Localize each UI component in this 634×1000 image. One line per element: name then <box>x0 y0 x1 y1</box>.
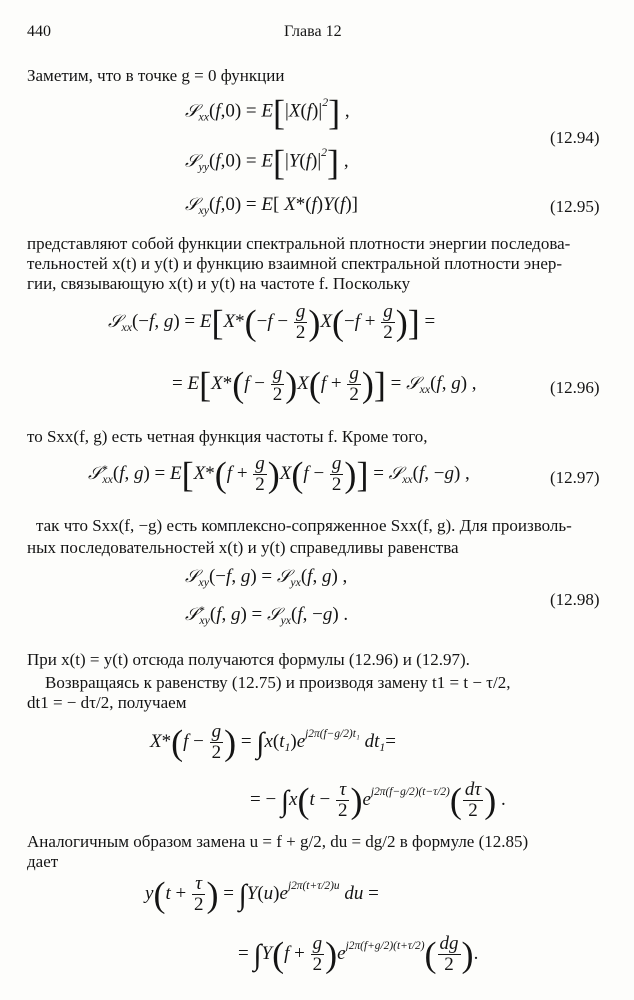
equation-sxx-zero: 𝒮$_{xx}$(f,0) = $E[|X(f)|^2]$ , <box>185 92 350 133</box>
paragraph-4-line-1: так что Sxx(f, −g) есть комплексно-сопряженное Sxx(f, g). Для произволь- <box>36 516 572 535</box>
equation-syy-zero: 𝒮$_{yy}$(f,0) = $E[|Y(f)|^2]$ , <box>185 142 349 183</box>
equation-y-integral-line-2: = ∫Y(f + $\frac{g}{2}$ )$e^{j2\pi(f+g/2)(t+\tau/2)}$( $\frac{dg}{2}$ ). <box>238 933 479 975</box>
paragraph-5: При x(t) = y(t) отсюда получаются формулы (12.96) и (12.97). <box>27 650 470 669</box>
paragraph-2-line-1: представляют собой функции спектральной плотности энергии последова- <box>27 234 571 253</box>
paragraph-2-line-2: тельностей x(t) и y(t) и функцию взаимной спектральной плотности энер- <box>27 254 563 273</box>
paragraph-1: Заметим, что в точке g = 0 функции <box>27 66 285 85</box>
equation-number-12-94: (12.94) <box>550 128 600 147</box>
equation-number-12-95: (12.95) <box>550 197 600 216</box>
equation-number-12-97: (12.97) <box>550 468 600 487</box>
equation-sxy-conjugate: 𝒮*$_{xy}$(f, g) = 𝒮$_{yx}$(f, −g) . <box>185 604 349 628</box>
paragraph-3: то Sxx(f, g) есть четная функция частоты f. Кроме того, <box>27 427 428 446</box>
equation-sxy-symmetry: 𝒮$_{xy}$(−f, g) = 𝒮$_{yx}$(f, g) , <box>185 566 348 590</box>
equation-number-12-98: (12.98) <box>550 590 600 609</box>
equation-12-96-line-2: = E[X*(f − $\frac{g}{2}$ )X(f + $\frac{g}{2}$ )] = 𝒮$_{xx}$(f, g) , <box>172 363 477 405</box>
equation-x-star-integral-line-2: = − ∫x(t − $\frac{\tau}{2}$ )$e^{j2\pi(f-g/2)(t-\tau/2)}$( $\frac{d\tau}{2}$ ) . <box>250 779 506 821</box>
page-number: 440 <box>27 23 51 40</box>
paragraph-4-line-2: ных последовательностей x(t) и y(t) справедливы равенства <box>27 538 459 557</box>
paragraph-7-line-2: дает <box>27 852 59 871</box>
chapter-title: Глава 12 <box>284 23 342 40</box>
paragraph-6-line-1: Возвращаясь к равенству (12.75) и производя замену t1 = t − τ/2, <box>45 673 511 692</box>
paragraph-7-line-1: Аналогичным образом замена u = f + g/2, du = dg/2 в формуле (12.85) <box>27 832 529 851</box>
equation-x-star-integral-line-1: X*(f − $\frac{g}{2}$ ) = $\int x(t_1)e^{j2\pi(f-g/2)t_1}$ $dt_1=$ <box>150 721 396 763</box>
equation-sxy-zero: 𝒮$_{xy}$(f,0) = E[ X*(f)Y(f)] <box>185 194 358 218</box>
equation-y-integral-line-1: y(t + $\frac{\tau}{2}$ ) = $\int Y(u)e^{j2\pi(t+\tau/2)u}$ du = <box>145 873 379 915</box>
equation-12-96-line-1: 𝒮$_{xx}$(−f, g) = E[X*(−f − $\frac{g}{2}$ )X(−f + $\frac{g}{2}$ )] = <box>108 301 436 343</box>
equation-12-97: 𝒮*$_{xx}$(f, g) = E[X*(f + $\frac{g}{2}$ )X(f − $\frac{g}{2}$ )] = 𝒮$_{xx}$(f, −g) , <box>88 453 470 495</box>
equation-number-12-96: (12.96) <box>550 378 600 397</box>
paragraph-6-line-2: dt1 = − dτ/2, получаем <box>27 693 187 712</box>
paragraph-2-line-3: гии, связывающую x(t) и y(t) на частоте f. Поскольку <box>27 274 411 293</box>
